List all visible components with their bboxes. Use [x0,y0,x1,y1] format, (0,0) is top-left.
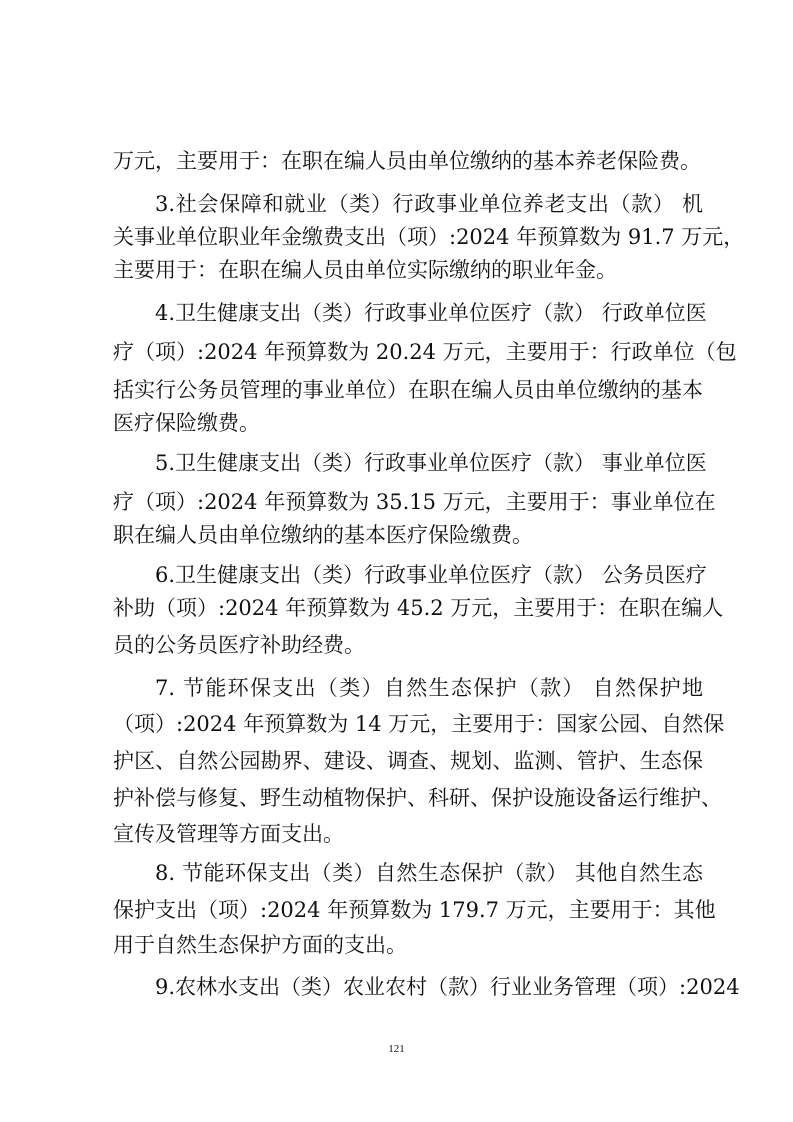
text-line: 9.农林水支出（类）农业农村（款）行业业务管理（项）:2024 [155,975,740,999]
text-line: 7. 节能环保支出（类）自然生态保护（款） 自然保护地 [155,676,703,700]
text-line: 5.卫生健康支出（类）行政事业单位医疗（款） 事业单位医 [155,451,707,475]
text-line: 关事业单位职业年金缴费支出（项）:2024 年预算数为 91.7 万元， [113,225,745,249]
text-line: 8. 节能环保支出（类）自然生态保护（款） 其他自然生态 [155,861,703,885]
text-line: 用于自然生态保护方面的支出。 [113,933,407,957]
text-line: 4.卫生健康支出（类）行政事业单位医疗（款） 行政单位医 [155,301,707,325]
page-number: 121 [388,1043,405,1055]
text-line: 疗（项）:2024 年预算数为 35.15 万元，主要用于：事业单位在 [113,490,716,514]
text-line: 主要用于：在职在编人员由单位实际缴纳的职业年金。 [113,258,617,282]
text-line: 括实行公务员管理的事业单位）在职在编人员由单位缴纳的基本 [113,378,703,402]
text-line: （项）:2024 年预算数为 14 万元，主要用于：国家公园、自然保 [113,712,725,736]
text-line: 员的公务员医疗补助经费。 [113,633,365,657]
text-line: 万元，主要用于：在职在编人员由单位缴纳的基本养老保险费。 [113,149,701,173]
text-line: 职在编人员由单位缴纳的基本医疗保险缴费。 [113,523,533,547]
text-line: 宣传及管理等方面支出。 [113,822,344,846]
text-line: 护区、自然公园勘界、建设、调查、规划、监测、管护、生态保 [113,749,703,773]
text-line: 保护支出（项）:2024 年预算数为 179.7 万元，主要用于：其他 [113,898,716,922]
text-line: 疗（项）:2024 年预算数为 20.24 万元，主要用于：行政单位（包 [113,340,737,364]
text-line: 3.社会保障和就业（类）行政事业单位养老支出（款） 机 [155,192,703,216]
text-line: 补助（项）:2024 年预算数为 45.2 万元，主要用于：在职在编人 [113,596,724,620]
text-line: 6.卫生健康支出（类）行政事业单位医疗（款） 公务员医疗 [155,563,707,587]
text-line: 医疗保险缴费。 [113,411,260,435]
text-line: 护补偿与修复、野生动植物保护、科研、保护设施设备运行维护、 [113,786,722,810]
